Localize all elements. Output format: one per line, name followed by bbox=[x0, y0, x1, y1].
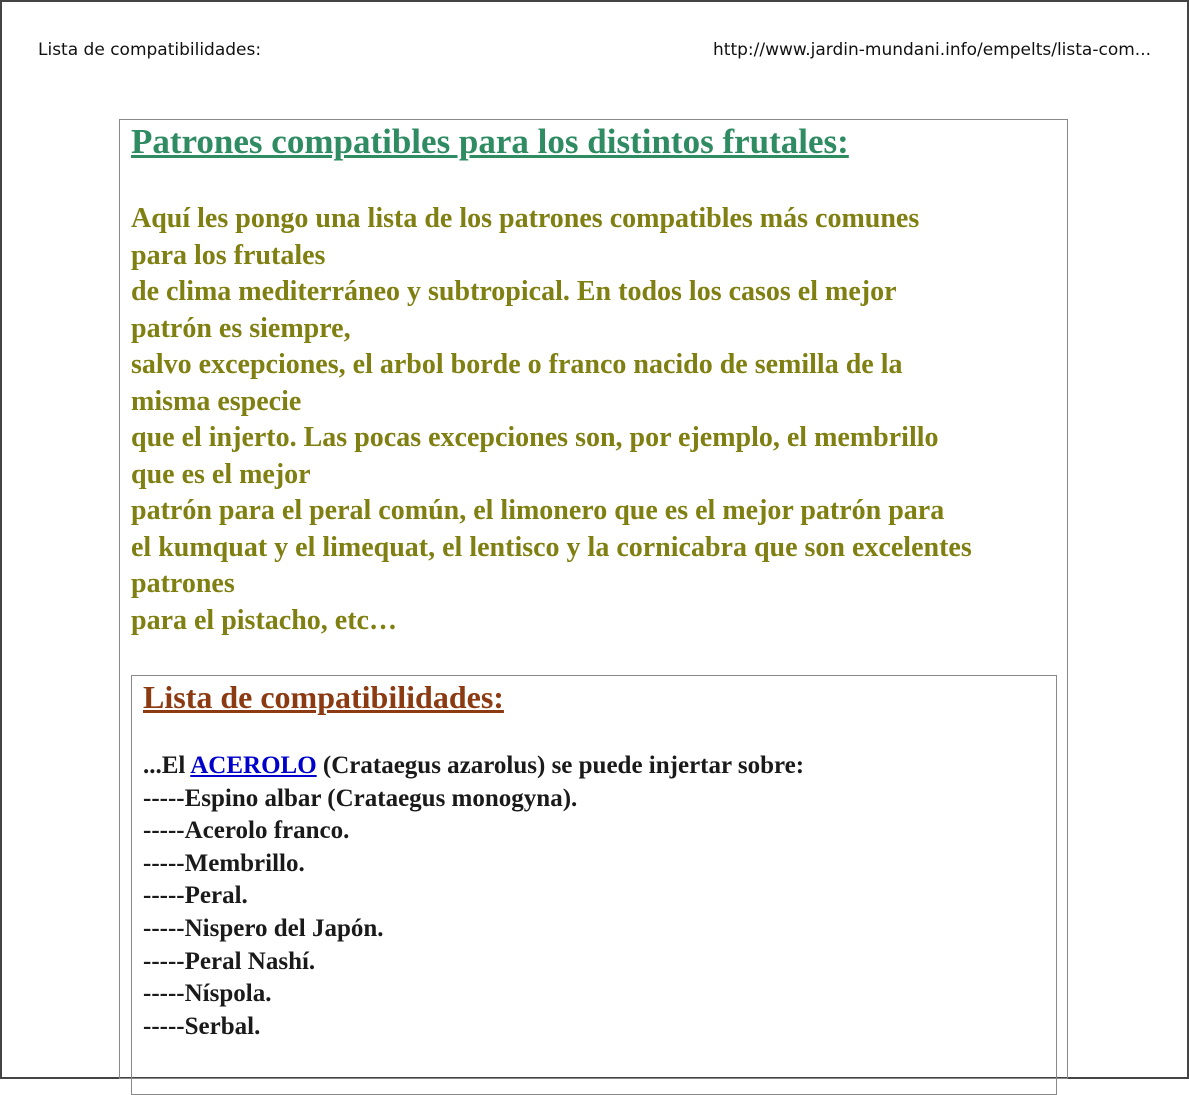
intro-line: para el pistacho, etc… bbox=[131, 604, 397, 636]
intro-line: salvo excepciones, el arbol borde o franco nacido de semilla de la bbox=[131, 349, 903, 380]
page-title: Patrones compatibles para los distintos frutales: bbox=[131, 122, 849, 161]
intro-line: patrones bbox=[131, 568, 235, 599]
intro-line: para los frutales bbox=[131, 239, 326, 271]
compat-item: -----Peral Nashí. bbox=[143, 947, 316, 975]
compat-item: -----Peral. bbox=[143, 882, 248, 910]
intro-line: que el injerto. Las pocas excepciones son, por ejemplo, el membrillo bbox=[131, 422, 939, 453]
compat-intro-suffix: (Crataegus azarolus) se puede injertar sobre: bbox=[316, 752, 805, 779]
compat-title: Lista de compatibilidades: bbox=[143, 679, 504, 715]
header-page-title: Lista de compatibilidades: bbox=[38, 40, 262, 60]
compat-item: -----Serbal. bbox=[143, 1012, 261, 1040]
compat-intro-prefix: ...El bbox=[143, 752, 191, 779]
intro-line: de clima mediterráneo y subtropical. En todos los casos el mejor bbox=[131, 276, 897, 307]
content-box bbox=[119, 119, 1068, 1079]
compat-item: -----Níspola. bbox=[143, 980, 272, 1008]
compat-item: -----Acerolo franco. bbox=[143, 817, 350, 845]
intro-line: patrón para el peral común, el limonero que es el mejor patrón para bbox=[131, 495, 945, 526]
compat-list bbox=[143, 750, 804, 1043]
compat-item: -----Membrillo. bbox=[143, 849, 305, 877]
compat-intro bbox=[143, 750, 804, 783]
compat-item: -----Espino albar (Crataegus monogyna). bbox=[143, 784, 578, 812]
compat-item: -----Nispero del Japón. bbox=[143, 914, 384, 942]
intro-paragraph bbox=[131, 201, 1061, 639]
intro-line: que es el mejor bbox=[131, 458, 311, 490]
intro-line: Aquí les pongo una lista de los patrones compatibles más comunes bbox=[131, 203, 920, 234]
acerolo-link[interactable]: ACEROLO bbox=[190, 752, 317, 779]
compat-box bbox=[131, 675, 1057, 1095]
intro-line: el kumquat y el limequat, el lentisco y la cornicabra que son excelentes bbox=[131, 531, 972, 563]
intro-line: patrón es siempre, bbox=[131, 312, 351, 344]
header-page-url: http://www.jardin-mundani.info/empelts/lista-com... bbox=[713, 40, 1151, 60]
intro-line: misma especie bbox=[131, 385, 302, 417]
